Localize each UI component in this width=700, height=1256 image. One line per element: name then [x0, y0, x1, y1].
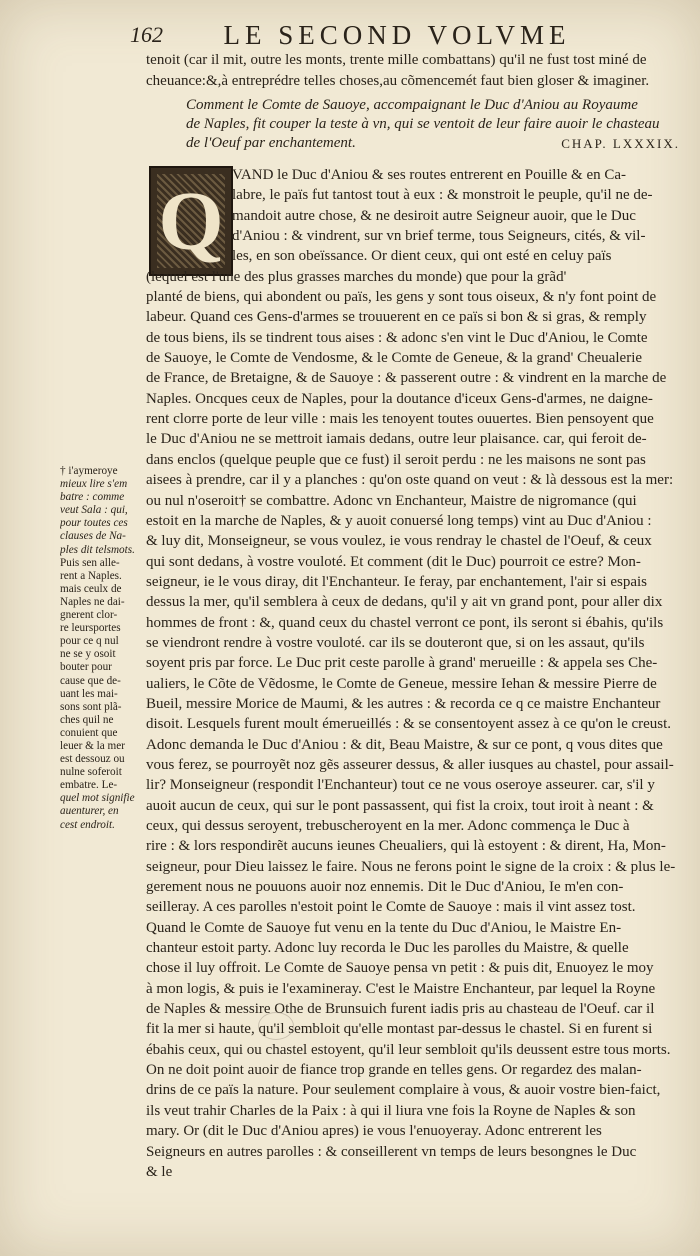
text-line: seigneur, ie le vous diray, dit l'Enchanteur. Ie feray, par enchantement, l'air si espais — [146, 573, 648, 590]
margin-note-line: est dessouz ou — [60, 753, 125, 766]
text-line: qui sont dedans, à vostre vouloté. Et comment (dit le Duc) pourroit ce estre? Mon- — [146, 553, 641, 570]
text-line: (lequel est l'une des plus grasses marches du monde) que pour la grãd' — [146, 268, 567, 285]
text-line: labre, le païs fut tantost tout à eux : & monstroit le peuple, qu'il ne de- — [232, 187, 653, 204]
margin-note-line: cest endroit. — [60, 818, 115, 831]
text-line: aisees à prendre, car il y a planches : qu'on oste quand on veut : & là dessous est la mer: — [146, 472, 674, 489]
text-line: chose il luy offroit. Le Comte de Sauoye pensa vn petit : & puis dit, Enuoyez le moy — [146, 960, 654, 977]
text-line: ou nul n'oseroit† se combattre. Adonc vn Enchanteur, Maistre de nigromance (qui — [146, 492, 637, 509]
text-line: ils veut trahir Charles de la Paix : à qui il liura vne fois la Royne de Naples & son — [146, 1102, 636, 1119]
chapter-heading-line: Comment le Comte de Sauoye, accompaignant le Duc d'Aniou au Royaume — [186, 97, 638, 113]
library-stamp-ghost — [258, 1012, 294, 1040]
text-line: Quand le Comte de Sauoye fut venu en la tente du Duc d'Aniou, le Maistre En- — [146, 919, 622, 936]
text-line: Adonc demanda le Duc d'Aniou : & dit, Beau Maistre, & sur ce pont, q vous dites que — [146, 736, 663, 753]
text-line: hommes de front : &, quand ceux du chastel verront ce pont, ils seront si ébahis, qu'ils — [146, 614, 664, 631]
margin-note-line: mais ceulx de — [60, 582, 122, 595]
text-line: & luy dit, Monseigneur, se vous voulez, ie vous rendray le chastel de l'Oeuf, & ceux — [146, 533, 652, 550]
margin-note-line: ples dit telsmots. — [60, 543, 135, 556]
text-line: se viendront rendre à vostre vouloté. car ils se douteront que, si on les assaut, qu'ils — [146, 634, 645, 651]
margin-note-line: embatre. Le- — [60, 779, 118, 792]
margin-note-line: pour ce q nul — [60, 635, 119, 648]
margin-note-line: pour toutes ces — [60, 517, 128, 530]
chapter-body — [146, 165, 678, 1182]
margin-note-line: ches quil ne — [60, 713, 114, 726]
text-line: mandoit autre chose, & ne desiroit autre Seigneur auoir, que le Duc — [232, 207, 636, 224]
text-line: d'Aniou : & vindrent, sur vn brief terme, tous Seigneurs, cités, & vil- — [232, 228, 646, 245]
text-line: de tous biens, ils se tindrent tous aises : & adonc s'en vint le Duc d'Aniou, le Comte — [146, 329, 648, 346]
text-line: dans enclos (quelque peuple que ce fust) il seroit perdu : ne les maisons ne sont pas — [146, 451, 646, 468]
text-line: VAND le Duc d'Aniou & ses routes entrerent en Pouille & en Ca- — [232, 167, 627, 183]
chapter-number: CHAP. LXXXIX. — [561, 136, 680, 151]
text-line: fit la mer si haute, qu'il sembloit qu'elle montast par-dessus le chastel. Si en furent si — [146, 1021, 653, 1038]
text-line: vous ferez, se pourroyẽt noz gẽs asseurer dessus, & aller iusques au chastel, pour assail- — [146, 756, 674, 773]
text-line: les, en son obeïssance. Or dient ceux, qui ont esté en celuy païs — [232, 248, 612, 265]
text-line: gerement nous ne pouuons auoir noz ennemis. Dit le Duc d'Aniou, Ie m'en con- — [146, 879, 624, 896]
text-line: Naples. Oncques ceux de Naples, pour la doutance d'iceux Gens-d'armes, ne daigne- — [146, 390, 653, 407]
text-line: soyent pris par force. Le Duc prit ceste parolle à grand' merueille : & appela ses Che- — [146, 655, 658, 672]
margin-note — [60, 465, 144, 832]
chapter-heading — [186, 96, 680, 153]
margin-note-line: conuient que — [60, 726, 118, 739]
text-line: On ne doit point auoir de fiance trop grande en telles gens. Or regardez des malan- — [146, 1062, 642, 1079]
margin-note-line: rent a Naples. — [60, 569, 122, 582]
text-line: chanteur estoit party. Adonc luy recorda le Duc les parolles du Maistre, & quelle — [146, 940, 629, 957]
chapter-heading-line: de Naples, fit couper la teste à vn, qui se ventoit de leur faire auoir le chasteau — [186, 116, 660, 132]
margin-note-line: clauses de Na- — [60, 530, 126, 543]
margin-note-line: mieux lire s'em — [60, 478, 128, 491]
margin-note-line: leuer & la mer — [60, 739, 125, 752]
opening-lines — [146, 50, 678, 92]
chapter-heading-line: de l'Oeuf par enchantement. — [186, 135, 356, 151]
text-line: drins de ce païs la nature. Pour seulement complaire à vous, & auoir vostre bien-faict, — [146, 1082, 661, 1099]
text-line: seilleray. A ces parolles n'estoit point le Comte de Sauoye : mais il vint assez tost. — [146, 899, 636, 916]
margin-note-line: bouter pour — [60, 661, 112, 674]
margin-note-line: nulne soferoit — [60, 766, 122, 779]
text-line: planté de biens, qui abondent ou païs, les gens y sont tous oiseux, & n'y font point de — [146, 289, 657, 306]
text-line: & le — [146, 1163, 173, 1180]
margin-note-line: † i'aymeroye — [60, 465, 118, 477]
text-line: ceux, qui dessus seroyent, trebuscheroyent en la mer. Adonc commença le Duc à — [146, 818, 630, 834]
margin-note-line: sons sont plã- — [60, 700, 122, 713]
margin-note-line: cause que de- — [60, 674, 121, 687]
margin-note-line: quel mot signifie — [60, 792, 135, 805]
running-title: LE SECOND VOLVME — [223, 20, 571, 50]
text-line: seigneur, pour Dieu laissez le faire. Nous ne ferons point le signe de la croix : & plus le- — [146, 858, 676, 875]
text-line: tenoit (car il mit, outre les monts, trente mille combattans) qu'il ne fust tost miné de — [146, 52, 647, 68]
text-line: rire : & lors respondirẽt aucuns ieunes Cheualiers, qui là estoyent : & dirent, Ha, Mon- — [146, 838, 666, 855]
text-line: de Naples & messire Othe de Brunsuich furent iadis pris au chasteau de l'Oeuf. car il — [146, 1001, 655, 1018]
text-line: disoit. Lesquels furent moult émerueillés : & se consentoyent assez à ce qu'on le creust. — [146, 716, 672, 733]
text-line: lir? Monseigneur (respondit l'Enchanteur) tout ce ne vous oseroye asseurer. car, s'il y — [146, 777, 655, 794]
text-line: cheuance:&,à entreprédre telles choses,au cõmencemét faut bien gloser & imaginer. — [146, 72, 650, 89]
text-line: labeur. Quand ces Gens-d'armes se trouuerent en ce païs si bon & si gras, & remply — [146, 309, 647, 326]
margin-note-line: ne se y osoit — [60, 648, 116, 661]
text-line: rent clorre porte de leur ville : mais les tenoyent toutes ouuertes. Bien pensoyent que — [146, 411, 654, 428]
margin-note-line: gnerent clor- — [60, 609, 118, 622]
text-line: Bueil, messire Morice de Maumi, & les autres : & recorda ce q ce maistre Enchanteur — [146, 695, 661, 712]
text-line: mary. Or (dit le Duc d'Aniou apres) ie vous l'enuoyeray. Adonc entrerent les — [146, 1123, 602, 1140]
text-line: à mon logis, & puis ie l'examineray. C'est le Maistre Enchanteur, par lequel la Royne — [146, 980, 656, 997]
margin-note-line: Puis sen alle- — [60, 556, 120, 569]
margin-note-line: Naples ne dai- — [60, 595, 125, 608]
margin-note-line: uant les mai- — [60, 687, 118, 700]
text-line: dessus la mer, qu'il semblera à ceux de dedans, qu'il y ait vn grand pont, pour aller dix — [146, 594, 663, 611]
initial-letter: Q — [158, 174, 224, 268]
text-line: de Sauoye, le Comte de Vendosme, & le Comte de Geneue, & la grand' Cheualerie — [146, 350, 643, 367]
page-number: 162 — [130, 22, 163, 47]
text-line: estoit en la marche de Naples, & y auoit conuersé long temps) vint au Duc d'Aniou : — [146, 512, 652, 529]
text-line: Seigneurs en autres parolles : & conseillerent vn temps de leurs besongnes le Duc — [146, 1143, 637, 1160]
text-line: le Duc d'Aniou ne se mettroit iamais dedans, outre leur plaisance. car, qui feroit de- — [146, 431, 647, 448]
text-line: ualiers, le Cõte de Vẽdosme, le Comte de Geneue, messire Iehan & messire Pierre de — [146, 675, 657, 692]
margin-note-line: batre : comme — [60, 491, 125, 504]
margin-note-line: auenturer, en — [60, 805, 119, 818]
text-line: de France, de Bretaigne, & de Sauoye : & passerent outre : & vindrent en la marche de — [146, 370, 667, 387]
margin-note-line: veut Sala : qui, — [60, 504, 128, 517]
text-line: ébahis ceux, qui ou chastel estoyent, qu'il leur sembloit qu'ils deussent estre tous morts. — [146, 1041, 671, 1058]
margin-note-line: re leursportes — [60, 622, 121, 635]
text-line: auoit aucun de ceux, qui sur le pont passassent, qui fist la croix, tout iroit à neant : & — [146, 797, 654, 814]
